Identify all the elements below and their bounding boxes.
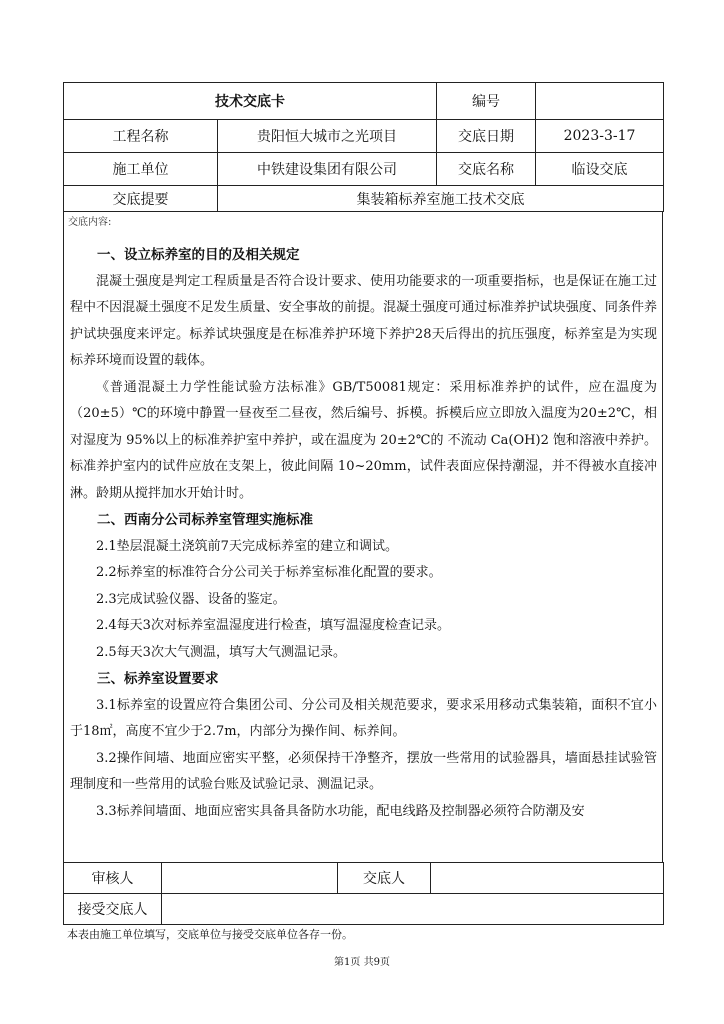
number-label: 编号 — [437, 83, 536, 120]
section-heading-2: 二、西南分公司标养室管理实施标准 — [97, 512, 313, 528]
project-label: 工程名称 — [64, 120, 218, 153]
discloser-label: 交底人 — [338, 863, 431, 894]
project-value: 贵阳恒大城市之光项目 — [218, 120, 437, 153]
date-value: 2023-3-17 — [536, 120, 664, 153]
name-value: 临设交底 — [536, 153, 664, 186]
list-item: 2.3完成试验仪器、设备的鉴定。 — [96, 591, 286, 607]
section-heading-1: 一、设立标养室的目的及相关规定 — [97, 247, 300, 263]
paragraph: 3.2操作间墙、地面应密实平整，必须保持干净整齐，摆放一些常用的试验器具，墙面悬挂试验管理制度和一些常用的试验台账及试验记录、测温记录。 — [70, 750, 657, 792]
unit-label: 施工单位 — [64, 153, 218, 186]
reviewer-label: 审核人 — [64, 863, 162, 894]
summary-value: 集装箱标养室施工技术交底 — [218, 186, 664, 212]
header-table — [63, 82, 664, 212]
summary-label: 交底提要 — [64, 186, 218, 212]
footer-note: 本表由施工单位填写，交底单位与接受交底单位各存一份。 — [67, 928, 353, 941]
receiver-value — [162, 894, 664, 925]
date-label: 交底日期 — [437, 120, 536, 153]
signature-table — [63, 862, 664, 925]
list-item: 2.2标养室的标准符合分公司关于标养室标准化配置的要求。 — [96, 565, 442, 580]
section-heading-3: 三、标养室设置要求 — [97, 671, 219, 687]
paragraph: 混凝土强度是判定工程质量是否符合设计要求、使用功能要求的一项重要指标，也是保证在施工过程中不因混凝土强度不足发生质量、安全事故的前提。混凝土强度可通过标准养护试块强度、同条件养护试块强度来评定。标养试块强度是在标准养护环境下养护28天后得出的抗压强度，标养室是为实现标养环境而设置的载体。 — [70, 273, 657, 368]
content-text — [70, 242, 657, 825]
content-box — [63, 212, 663, 862]
content-label: 交底内容: — [68, 217, 112, 228]
list-item: 2.5每天3次大气测温，填写大气测温记录。 — [96, 644, 346, 660]
reviewer-value — [162, 863, 338, 894]
form-title: 技术交底卡 — [64, 83, 437, 120]
page-number: 第1页 共9页 — [334, 957, 390, 968]
unit-value: 中铁建设集团有限公司 — [218, 153, 437, 186]
number-value — [536, 83, 664, 120]
paragraph: 《普通混凝土力学性能试验方法标准》GB/T50081规定：采用标准养护的试件，应在温度为（20±5）℃的环境中静置一昼夜至二昼夜，然后编号、拆模。拆模后应立即放入温度为20±2℃，相对湿度为 95%以上的标准养护室中养护，或在温度为 20±2℃的 不流动 Ca(OH)2 饱和溶液中养护。标准养护室内的试件应放在支架上，彼此间隔 10~20mm，试件表面应保持潮湿，并不得被水直接冲淋。龄期从搅拌加水开始计时。 — [70, 379, 657, 501]
name-label: 交底名称 — [437, 153, 536, 186]
discloser-value — [431, 863, 664, 894]
receiver-label: 接受交底人 — [64, 894, 162, 925]
paragraph: 3.3标养间墙面、地面应密实具备具备防水功能，配电线路及控制器必须符合防潮及安 — [96, 803, 585, 819]
list-item: 2.4每天3次对标养室温湿度进行检查，填写温湿度检查记录。 — [96, 618, 450, 633]
paragraph: 3.1标养室的设置应符合集团公司、分公司及相关规范要求，要求采用移动式集装箱，面积不宜小于18㎡，高度不宜少于2.7m，内部分为操作间、标养间。 — [70, 697, 657, 739]
list-item: 2.1垫层混凝土浇筑前7天完成标养室的建立和调试。 — [96, 538, 398, 554]
